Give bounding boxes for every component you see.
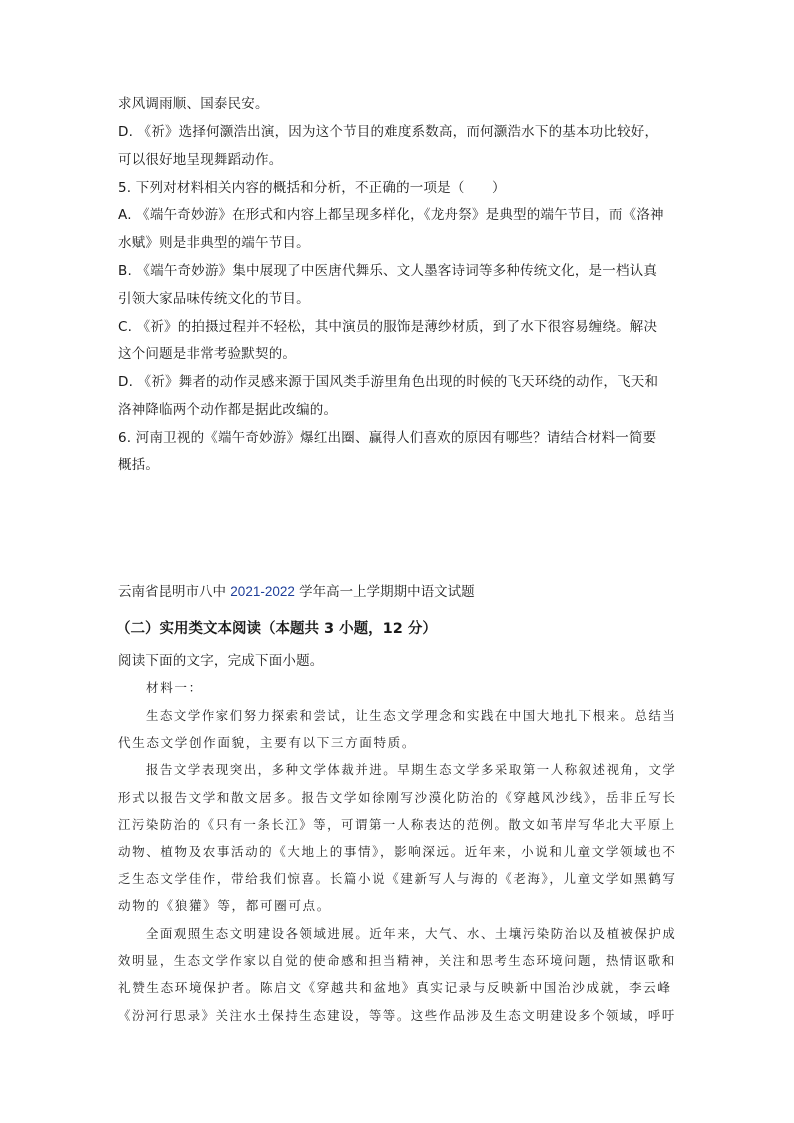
question-6: 6. 河南卫视的《端午奇妙游》爆红出圈、赢得人们喜欢的原因有哪些？请结合材料一简要 <box>118 430 657 446</box>
text-line: 可以很好地呈现舞蹈动作。 <box>118 152 283 168</box>
material-line: 乏生态文学佳作，带给我们惊喜。长篇小说《建新写人与海的《老海》，儿童文学如黑鹤写 <box>118 871 677 886</box>
option-c-line: C. 《祈》的拍摄过程并不轻松，其中演员的服饰是薄纱材质，到了水下很容易缠绕。解决 <box>118 319 658 335</box>
material-line: 《汾河行思录》关注水土保持生态建设，等等。这些作品涉及生态文明建设多个领域，呼吁 <box>118 1008 676 1023</box>
text-line: 概括。 <box>118 457 160 473</box>
text-line: 这个问题是非常考验默契的。 <box>118 346 297 362</box>
material-line: 礼赞生态环境保护者。陈启文《穿越共和盆地》真实记录与反映新中国治沙成就，李云峰 <box>118 980 672 995</box>
instruction: 阅读下面的文字，完成下面小题。 <box>118 653 324 669</box>
section-heading: （二）实用类文本阅读（本题共 3 小题，12 分） <box>116 621 437 637</box>
source-suffix: 学年高一上学期期中语文试题 <box>294 584 475 600</box>
text-line: 求风调雨顺、国泰民安。 <box>118 96 269 112</box>
material-line: 动物、植物及农事活动的《大地上的事情》，影响深远。近年来，小说和儿童文学领域也不 <box>118 844 677 859</box>
material-line: 生态文学作家们努力探索和尝试，让生态文学理念和实践在中国大地扎下根来。总结当 <box>146 708 677 723</box>
option-b-line: B. 《端午奇妙游》集中展现了中医唐代舞乐、文人墨客诗词等多种传统文化，是一档认真 <box>118 263 658 279</box>
material-line: 形式以报告文学和散文居多。报告文学如徐刚写沙漠化防治的《穿越风沙线》，岳非丘写长 <box>118 790 677 805</box>
option-a-line: A. 《端午奇妙游》在形式和内容上都呈现多样化，《龙舟祭》是典型的端午节目，而《洛神 <box>118 207 664 223</box>
material-line: 报告文学表现突出，多种文学体裁并进。早期生态文学多采取第一人称叙述视角，文学 <box>146 762 677 777</box>
question-5: 5. 下列对材料相关内容的概括和分析，不正确的一项是（ ） <box>118 180 506 196</box>
material-line: 江污染防治的《只有一条长江》等，可谓第一人称表达的范例。散文如苇岸写华北大平原上 <box>118 817 676 832</box>
material-line: 效明显，生态文学作家以自觉的使命感和担当精神，关注和思考生态环境问题，热情讴歌和 <box>118 953 676 968</box>
text-line: 水赋》则是非典型的端午节目。 <box>118 235 310 251</box>
material-line: 全面观照生态文明建设各领域进展。近年来，大气、水、土壤污染防治以及植被保护成 <box>146 926 677 941</box>
material-line: 动物的《狼獾》等，都可圈可点。 <box>118 898 331 913</box>
source-year: 2021-2022 <box>230 584 295 599</box>
material-label: 材料一： <box>146 680 203 695</box>
text-line: 洛神降临两个动作都是据此改编的。 <box>118 402 338 418</box>
option-d-line: D. 《祈》选择何灏浩出演，因为这个节目的难度系数高，而何灏浩水下的基本功比较好， <box>118 124 659 140</box>
material-line: 代生态文学创作面貌，主要有以下三方面特质。 <box>118 735 417 750</box>
source-line <box>118 583 475 601</box>
option-d-line: D. 《祈》舞者的动作灵感来源于国风类手游里角色出现的时候的飞天环绕的动作，飞天和 <box>118 374 659 390</box>
text-line: 引领大家品味传统文化的节目。 <box>118 291 310 307</box>
source-prefix: 云南省昆明市八中 <box>118 584 231 600</box>
